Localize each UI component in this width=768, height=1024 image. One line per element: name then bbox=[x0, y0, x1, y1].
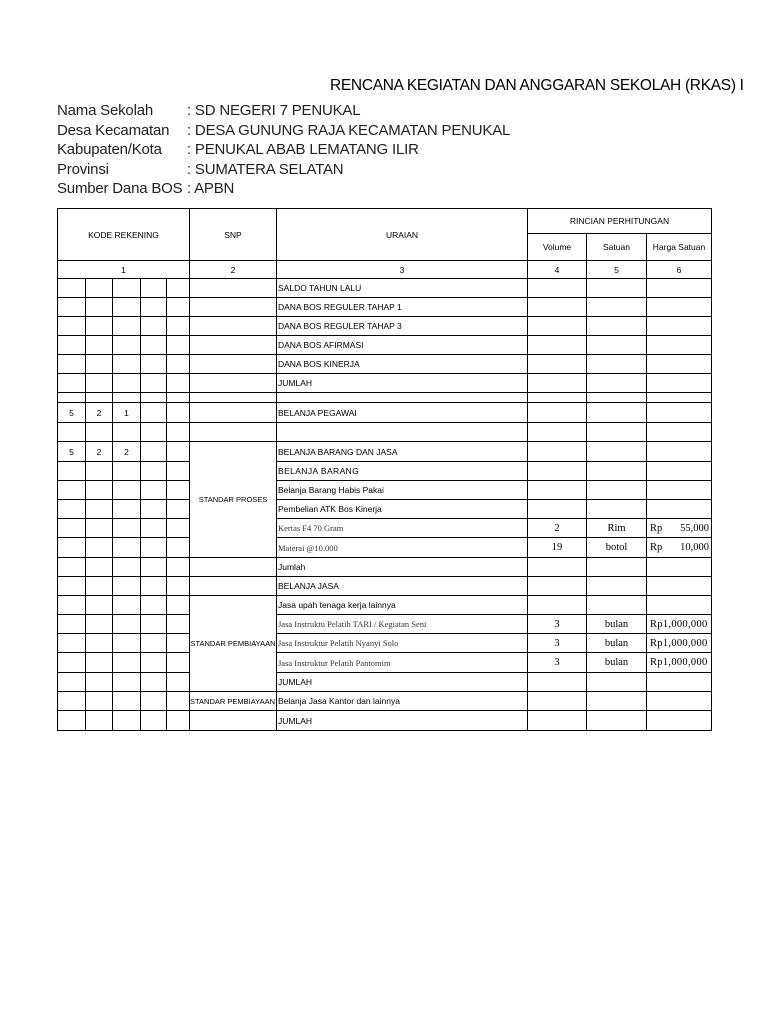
uraian-cell: Kertas F4 70 Gram bbox=[277, 519, 528, 538]
info-value: : PENUKAL ABAB LEMATANG ILIR bbox=[187, 141, 419, 158]
header-volume: Volume bbox=[528, 234, 587, 261]
uraian-cell: BELANJA BARANG bbox=[277, 462, 528, 481]
harga-cell: Rp1,000,000 bbox=[647, 634, 712, 653]
table-row bbox=[58, 317, 712, 336]
uraian-cell: BELANJA BARANG DAN JASA bbox=[277, 442, 528, 462]
header-satuan: Satuan bbox=[587, 234, 647, 261]
table-row bbox=[58, 374, 712, 393]
snp-standar-proses: STANDAR PROSES bbox=[190, 442, 277, 558]
kode-cell: 2 bbox=[86, 403, 113, 423]
table-row bbox=[58, 596, 712, 615]
info-value: : DESA GUNUNG RAJA KECAMATAN PENUKAL bbox=[187, 121, 511, 139]
satuan-cell: Rim bbox=[587, 519, 647, 538]
table-row bbox=[58, 403, 712, 423]
satuan-cell: bulan bbox=[587, 653, 647, 673]
volume-cell: 2 bbox=[528, 519, 587, 538]
kode-cell: 2 bbox=[113, 442, 141, 462]
uraian-cell: Jasa Instruktur Pelatih Pantomim bbox=[277, 653, 528, 673]
uraian-cell: BELANJA PEGAWAI bbox=[277, 403, 528, 423]
uraian-cell: Jasa Instruktu Pelatih TARI / Kegiatan Seni bbox=[277, 615, 528, 634]
uraian-cell: Jumlah bbox=[277, 558, 528, 577]
col-number: 2 bbox=[190, 261, 277, 279]
uraian-cell: Pembelian ATK Bos Kinerja bbox=[277, 500, 528, 519]
table-row bbox=[58, 279, 712, 298]
uraian-cell: Jasa upah tenaga kerja lainnya bbox=[277, 596, 528, 615]
table-row bbox=[58, 500, 712, 519]
harga-cell: Rp1,000,000 bbox=[647, 615, 712, 634]
col-number: 5 bbox=[587, 261, 647, 279]
satuan-cell: botol bbox=[587, 538, 647, 558]
col-number: 3 bbox=[277, 261, 528, 279]
info-row-sumber-dana bbox=[57, 180, 517, 200]
volume-cell: 19 bbox=[528, 538, 587, 558]
price-value: 10,000 bbox=[680, 542, 709, 553]
uraian-cell: DANA BOS KINERJA bbox=[277, 355, 528, 374]
col-number: 6 bbox=[647, 261, 712, 279]
table-row bbox=[58, 298, 712, 317]
table-row bbox=[58, 538, 712, 558]
uraian-cell: Belanja Barang Habis Pakai bbox=[277, 481, 528, 500]
info-value: : SD NEGERI 7 PENUKAL bbox=[187, 102, 361, 119]
uraian-cell: JUMLAH bbox=[277, 711, 528, 731]
info-value: : SUMATERA SELATAN bbox=[187, 160, 344, 178]
currency-label: Rp bbox=[650, 522, 663, 534]
table-row bbox=[58, 711, 712, 731]
uraian-cell: Belanja Jasa Kantor dan lainnya bbox=[277, 692, 528, 711]
table-row bbox=[58, 615, 712, 634]
volume-cell: 3 bbox=[528, 634, 587, 653]
satuan-cell: bulan bbox=[587, 615, 647, 634]
table-row bbox=[58, 442, 712, 462]
harga-cell bbox=[647, 538, 712, 558]
harga-cell bbox=[647, 519, 712, 538]
uraian-cell: SALDO TAHUN LALU bbox=[277, 279, 528, 298]
table-row bbox=[58, 393, 712, 403]
snp-standar-pembiayaan: STANDAR PEMBIAYAAN bbox=[190, 596, 277, 692]
table-row bbox=[58, 462, 712, 481]
harga-cell: Rp1,000,000 bbox=[647, 653, 712, 673]
uraian-cell: Jasa Instruktur Pelatih Nyanyi Solo bbox=[277, 634, 528, 653]
kode-cell: 1 bbox=[113, 403, 141, 423]
table-row bbox=[58, 653, 712, 673]
school-info bbox=[57, 102, 517, 200]
price-value: 55,000 bbox=[680, 522, 709, 534]
col-number: 1 bbox=[58, 261, 190, 279]
snp-cell: STANDAR PEMBIAYAAN bbox=[190, 692, 277, 711]
col-number: 4 bbox=[528, 261, 587, 279]
uraian-cell: BELANJA JASA bbox=[277, 577, 528, 596]
info-label: Desa Kecamatan bbox=[57, 121, 170, 139]
satuan-cell: bulan bbox=[587, 634, 647, 653]
table-row bbox=[58, 336, 712, 355]
document-title: RENCANA KEGIATAN DAN ANGGARAN SEKOLAH (RKAS) I bbox=[330, 77, 744, 94]
info-label: Provinsi bbox=[57, 160, 109, 178]
info-label: Sumber Dana BOS bbox=[57, 180, 183, 197]
table-row bbox=[58, 519, 712, 538]
header-snp: SNP bbox=[190, 209, 277, 261]
info-label: Kabupaten/Kota bbox=[57, 141, 162, 158]
table-row bbox=[58, 692, 712, 711]
table-row bbox=[58, 577, 712, 596]
currency-label: Rp bbox=[650, 542, 663, 553]
uraian-cell: JUMLAH bbox=[277, 673, 528, 692]
info-row-nama-sekolah bbox=[57, 102, 517, 122]
table-row bbox=[58, 558, 712, 577]
table-row bbox=[58, 634, 712, 653]
volume-cell: 3 bbox=[528, 653, 587, 673]
uraian-cell: Materai @10.000 bbox=[277, 538, 528, 558]
info-row-kabupaten bbox=[57, 141, 517, 161]
volume-cell: 3 bbox=[528, 615, 587, 634]
info-value: : APBN bbox=[187, 180, 235, 197]
header-rincian-perhitungan: RINCIAN PERHITUNGAN bbox=[528, 209, 712, 234]
header-uraian: URAIAN bbox=[277, 209, 528, 261]
header-kode-rekening: KODE REKENING bbox=[58, 209, 190, 261]
info-label: Nama Sekolah bbox=[57, 102, 153, 119]
table-row bbox=[58, 423, 712, 442]
uraian-cell: DANA BOS AFIRMASI bbox=[277, 336, 528, 355]
uraian-cell: DANA BOS REGULER TAHAP 1 bbox=[277, 298, 528, 317]
kode-cell: 2 bbox=[86, 442, 113, 462]
uraian-cell: JUMLAH bbox=[277, 374, 528, 393]
info-row-provinsi bbox=[57, 161, 517, 181]
kode-cell: 5 bbox=[58, 403, 86, 423]
kode-cell: 5 bbox=[58, 442, 86, 462]
table-row bbox=[58, 673, 712, 692]
header-harga-satuan: Harga Satuan bbox=[647, 234, 712, 261]
table-row bbox=[58, 481, 712, 500]
table-row bbox=[58, 355, 712, 374]
rkas-table bbox=[57, 208, 712, 731]
info-row-desa-kecamatan bbox=[57, 122, 517, 142]
uraian-cell: DANA BOS REGULER TAHAP 3 bbox=[277, 317, 528, 336]
